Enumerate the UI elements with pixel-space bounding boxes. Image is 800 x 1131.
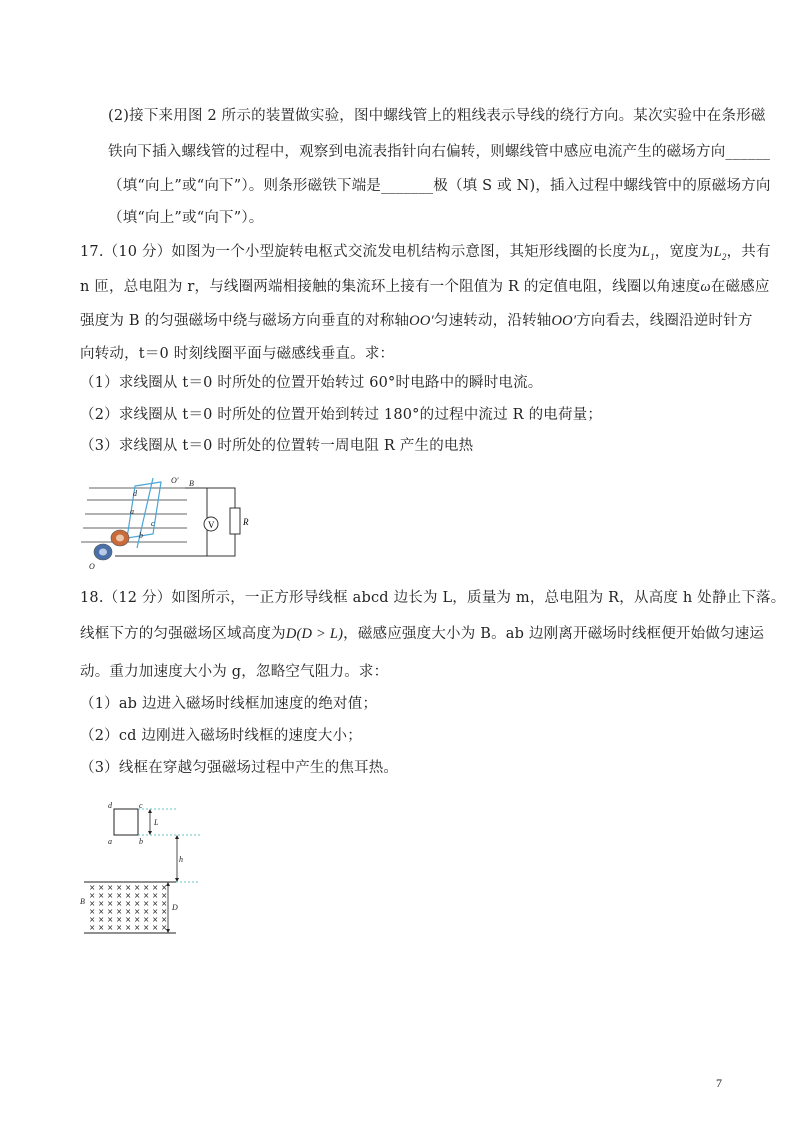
q17-line2-a: n 匝，总电阻为 r，与线圈两端相接触的集流环上接有一个阻值为 R 的定值电阻，线圈以角速度: [80, 279, 701, 295]
q18-sub1: （1）ab 边进入磁场时线框加速度的绝对值；: [80, 696, 378, 712]
q17-line2-b: 在磁感应: [710, 279, 770, 295]
q17-line3: [80, 309, 753, 330]
field-mark: ×: [125, 891, 132, 900]
q17-L1: $L_1$: [641, 244, 655, 262]
q18-line1: 18.（12 分）如图所示，一正方形导线框 abcd 边长为 L，质量为 m，总电阻为 R，从高度 h 处静止下落。: [80, 590, 786, 606]
field-mark: ×: [152, 923, 159, 932]
frame-field-diagram: [80, 800, 200, 940]
resistor: [230, 508, 249, 534]
field-mark: ×: [89, 923, 96, 932]
field-mark: ×: [107, 899, 114, 908]
field-mark: ×: [161, 923, 168, 932]
field-mark: ×: [152, 891, 159, 900]
field-mark: ×: [116, 907, 123, 916]
field-mark: ×: [125, 899, 132, 908]
field-mark: ×: [134, 923, 141, 932]
q17-axis1: OO′: [409, 313, 434, 329]
q17-line1: [80, 240, 771, 262]
field-mark: ×: [89, 891, 96, 900]
field-mark: ×: [161, 891, 168, 900]
label-L: L: [154, 818, 159, 827]
field-mark: ×: [134, 907, 141, 916]
q18-line2: [80, 622, 764, 643]
field-mark: ×: [98, 891, 105, 900]
field-mark: ×: [107, 891, 114, 900]
page-number: 7: [716, 1076, 722, 1090]
field-mark: ×: [152, 899, 159, 908]
field-mark: ×: [143, 923, 150, 932]
label-a: a: [130, 507, 134, 516]
field-mark: ×: [161, 907, 168, 916]
field-mark: ×: [107, 907, 114, 916]
q17-line1-c: ，共有: [726, 244, 771, 260]
field-mark: ×: [107, 883, 114, 892]
q16-part2-line4: （填“向上”或“向下”）。: [108, 210, 264, 226]
field-mark: ×: [125, 915, 132, 924]
svg-text:R: R: [243, 517, 249, 527]
q18-line2-a: 线框下方的匀强磁场区域高度为: [80, 626, 286, 642]
q17-line3-b: 匀速转动，沿转轴: [433, 313, 552, 329]
field-mark: ×: [89, 907, 96, 916]
dashed-guides: [138, 809, 200, 882]
field-mark: ×: [89, 883, 96, 892]
field-mark: ×: [134, 891, 141, 900]
field-mark: ×: [89, 899, 96, 908]
label-d: d: [108, 801, 112, 810]
q16-part2-line2: 铁向下插入螺线管的过程中，观察到电流表指针向右偏转，则螺线管中感应电流产生的磁场方向______: [108, 144, 771, 160]
field-mark: ×: [116, 891, 123, 900]
q17-line4: 向转动，t＝0 时刻线圈平面与磁感线垂直。求：: [80, 346, 395, 362]
field-mark: ×: [116, 899, 123, 908]
field-mark: ×: [143, 907, 150, 916]
q16-part2-line3: （填“向上”或“向下”）。则条形磁铁下端是_______极（填 S 或 N)，插入过程中螺线管中的原磁场方向: [108, 178, 771, 194]
q17-sub1: （1）求线圈从 t＝0 时所处的位置开始转过 60°时电路中的瞬时电流。: [80, 375, 543, 391]
field-mark: ×: [134, 899, 141, 908]
square-frame: [114, 809, 138, 835]
field-mark: ×: [134, 883, 141, 892]
q17-sub2: （2）求线圈从 t＝0 时所处的位置开始到转过 180°的过程中流过 R 的电荷量；: [80, 407, 603, 423]
label-B: B: [80, 897, 85, 906]
label-h: h: [179, 855, 183, 864]
field-mark: ×: [161, 883, 168, 892]
generator-diagram: [75, 474, 250, 574]
label-D: D: [172, 903, 178, 912]
field-mark: ×: [152, 907, 159, 916]
q17-L2: $L_2$: [713, 244, 727, 262]
q17-omega: ω: [700, 279, 711, 295]
q17-line1-a: 17.（10 分）如图为一个小型旋转电枢式交流发电机结构示意图，其矩形线圈的长度为: [80, 244, 642, 260]
field-mark: ×: [143, 891, 150, 900]
q17-line1-b: ，宽度为: [654, 244, 714, 260]
field-mark: ×: [143, 883, 150, 892]
field-mark: ×: [125, 883, 132, 892]
field-mark: ×: [107, 915, 114, 924]
field-mark: ×: [134, 915, 141, 924]
label-d: d: [133, 489, 137, 498]
voltmeter: [204, 517, 218, 531]
field-mark: ×: [89, 915, 96, 924]
q18-line3: 动。重力加速度大小为 g，忽略空气阻力。求：: [80, 664, 389, 680]
svg-text:V: V: [208, 520, 215, 530]
label-O: O: [89, 562, 95, 571]
q18-line2-b: ，磁感应强度大小为 B。ab 边刚离开磁场时线框便开始做匀速运: [343, 626, 765, 642]
q17-line3-a: 强度为 B 的匀强磁场中绕与磁场方向垂直的对称轴: [80, 313, 410, 329]
field-mark: ×: [98, 899, 105, 908]
label-b: b: [139, 837, 143, 846]
field-mark: ×: [125, 923, 132, 932]
field-mark: ×: [98, 915, 105, 924]
label-b: b: [139, 531, 143, 540]
field-mark: ×: [116, 915, 123, 924]
field-mark: ×: [98, 923, 105, 932]
q17-line2: [80, 275, 770, 296]
q17-axis2: OO′: [551, 313, 577, 329]
field-mark: ×: [161, 915, 168, 924]
field-mark: ×: [116, 923, 123, 932]
label-O-prime: O′: [171, 476, 179, 485]
field-mark: ×: [143, 915, 150, 924]
field-mark: ×: [143, 899, 150, 908]
q17-sub3: （3）求线圈从 t＝0 时所处的位置转一周电阻 R 产生的电热: [80, 438, 474, 454]
field-mark: ×: [107, 923, 114, 932]
field-mark: ×: [161, 899, 168, 908]
q18-D-expr: D(D > L): [285, 626, 344, 642]
label-B: B: [189, 479, 194, 488]
field-mark: ×: [98, 883, 105, 892]
q16-part2-line1: (2)接下来用图 2 所示的装置做实验，图中螺线管上的粗线表示导线的绕行方向。某次实验中在条形磁: [108, 108, 766, 124]
label-a: a: [108, 837, 112, 846]
field-mark: ×: [152, 915, 159, 924]
field-mark: ×: [116, 883, 123, 892]
field-mark: ×: [98, 907, 105, 916]
field-mark: ×: [152, 883, 159, 892]
q17-line3-c: 方向看去，线圈沿逆时针方: [576, 313, 753, 329]
q18-sub3: （3）线框在穿越匀强磁场过程中产生的焦耳热。: [80, 760, 399, 776]
q18-sub2: （2）cd 边刚进入磁场时线框的速度大小；: [80, 728, 362, 744]
label-c: c: [151, 519, 155, 528]
label-c: c: [139, 801, 143, 810]
field-region: [84, 882, 176, 933]
field-mark: ×: [125, 907, 132, 916]
